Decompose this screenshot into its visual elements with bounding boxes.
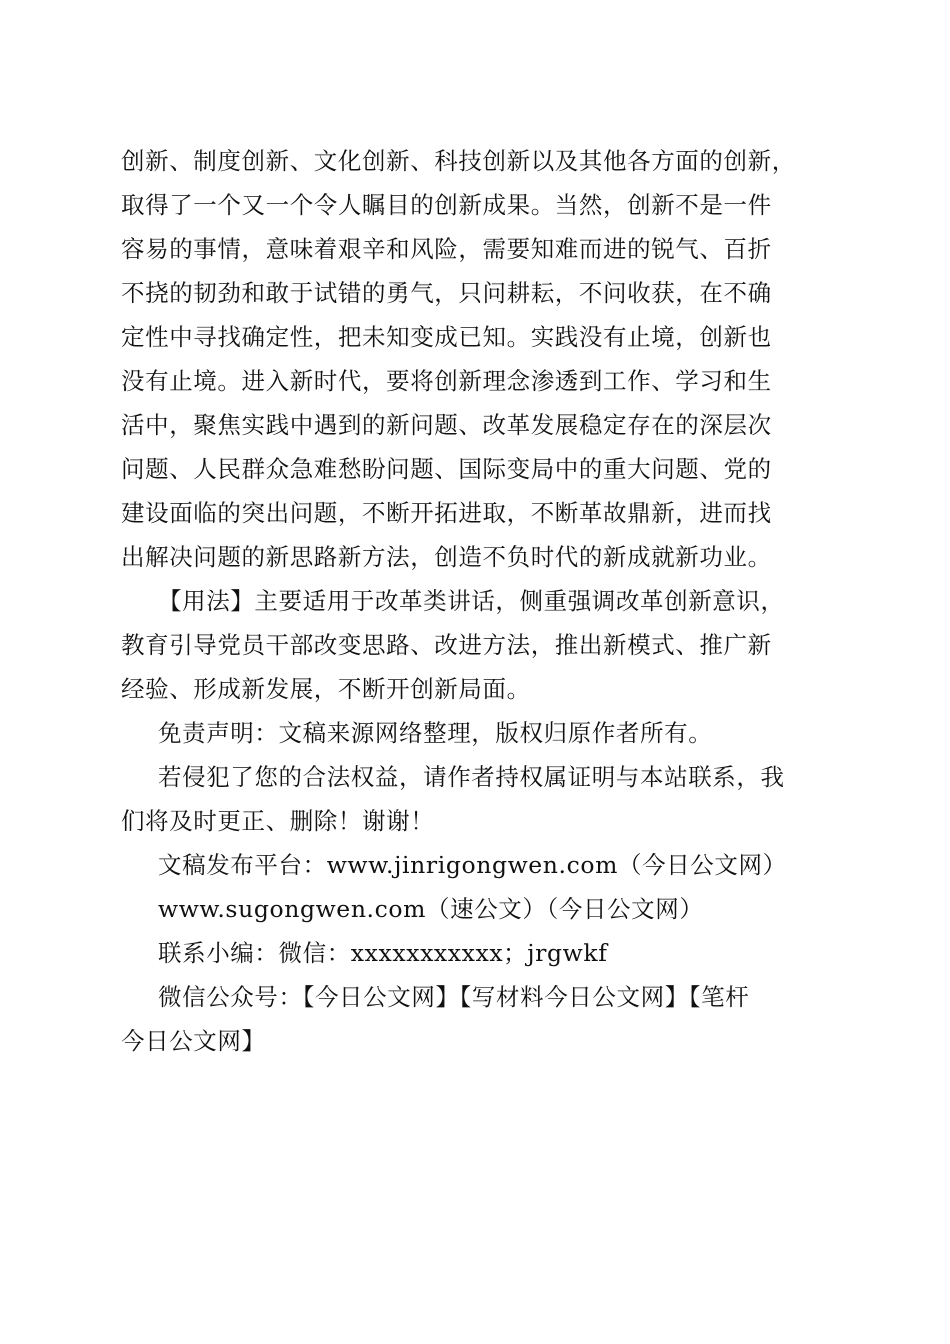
disclaimer-paragraph	[121, 711, 833, 755]
text-line: 联系小编：微信：xxxxxxxxxxx；jrgwkf	[158, 939, 608, 967]
platform-paragraph	[121, 843, 833, 887]
text-line: 不挠的韧劲和敢于试错的勇气，只问耕耘，不问收获，在不确	[121, 279, 772, 307]
contact-paragraph	[121, 931, 833, 975]
body-paragraph	[121, 139, 833, 579]
text-line: 今日公文网】	[121, 1027, 266, 1055]
text-line: www.sugongwen.com（速公文）（今日公文网）	[158, 895, 704, 923]
text-line: 取得了一个又一个令人瞩目的创新成果。当然，创新不是一件	[121, 191, 772, 219]
usage-paragraph	[121, 579, 833, 711]
text-line: 活中，聚焦实践中遇到的新问题、改革发展稳定存在的深层次	[121, 411, 772, 439]
website-paragraph	[121, 887, 833, 931]
text-line: 经验、形成新发展，不断开创新局面。	[121, 675, 531, 703]
text-line: 们将及时更正、删除！谢谢！	[121, 807, 435, 835]
wechat-accounts-paragraph	[121, 975, 833, 1063]
text-line: 没有止境。进入新时代，要将创新理念渗透到工作、学习和生	[121, 367, 772, 395]
text-line: 容易的事情，意味着艰辛和风险，需要知难而进的锐气、百折	[121, 235, 772, 263]
text-line: 免责声明：文稿来源网络整理，版权归原作者所有。	[158, 719, 713, 747]
document-body	[121, 139, 833, 1063]
text-line: 创新、制度创新、文化创新、科技创新以及其他各方面的创新，	[121, 147, 796, 175]
text-line: 建设面临的突出问题，不断开拓进取，不断革故鼎新，进而找	[121, 499, 772, 527]
text-line: 微信公众号：【今日公文网】【写材料今日公文网】【笔杆	[158, 983, 750, 1011]
text-line: 若侵犯了您的合法权益，请作者持权属证明与本站联系，我	[158, 763, 785, 791]
text-line: 【用法】主要适用于改革类讲话，侧重强调改革创新意识，	[158, 587, 785, 615]
text-line: 出解决问题的新思路新方法，创造不负时代的新成就新功业。	[121, 543, 772, 571]
text-line: 文稿发布平台：www.jinrigongwen.com（今日公文网）	[158, 851, 787, 879]
text-line: 教育引导党员干部改变思路、改进方法，推出新模式、推广新	[121, 631, 772, 659]
text-line: 定性中寻找确定性，把未知变成已知。实践没有止境，创新也	[121, 323, 772, 351]
infringement-paragraph	[121, 755, 833, 843]
text-line: 问题、人民群众急难愁盼问题、国际变局中的重大问题、党的	[121, 455, 772, 483]
